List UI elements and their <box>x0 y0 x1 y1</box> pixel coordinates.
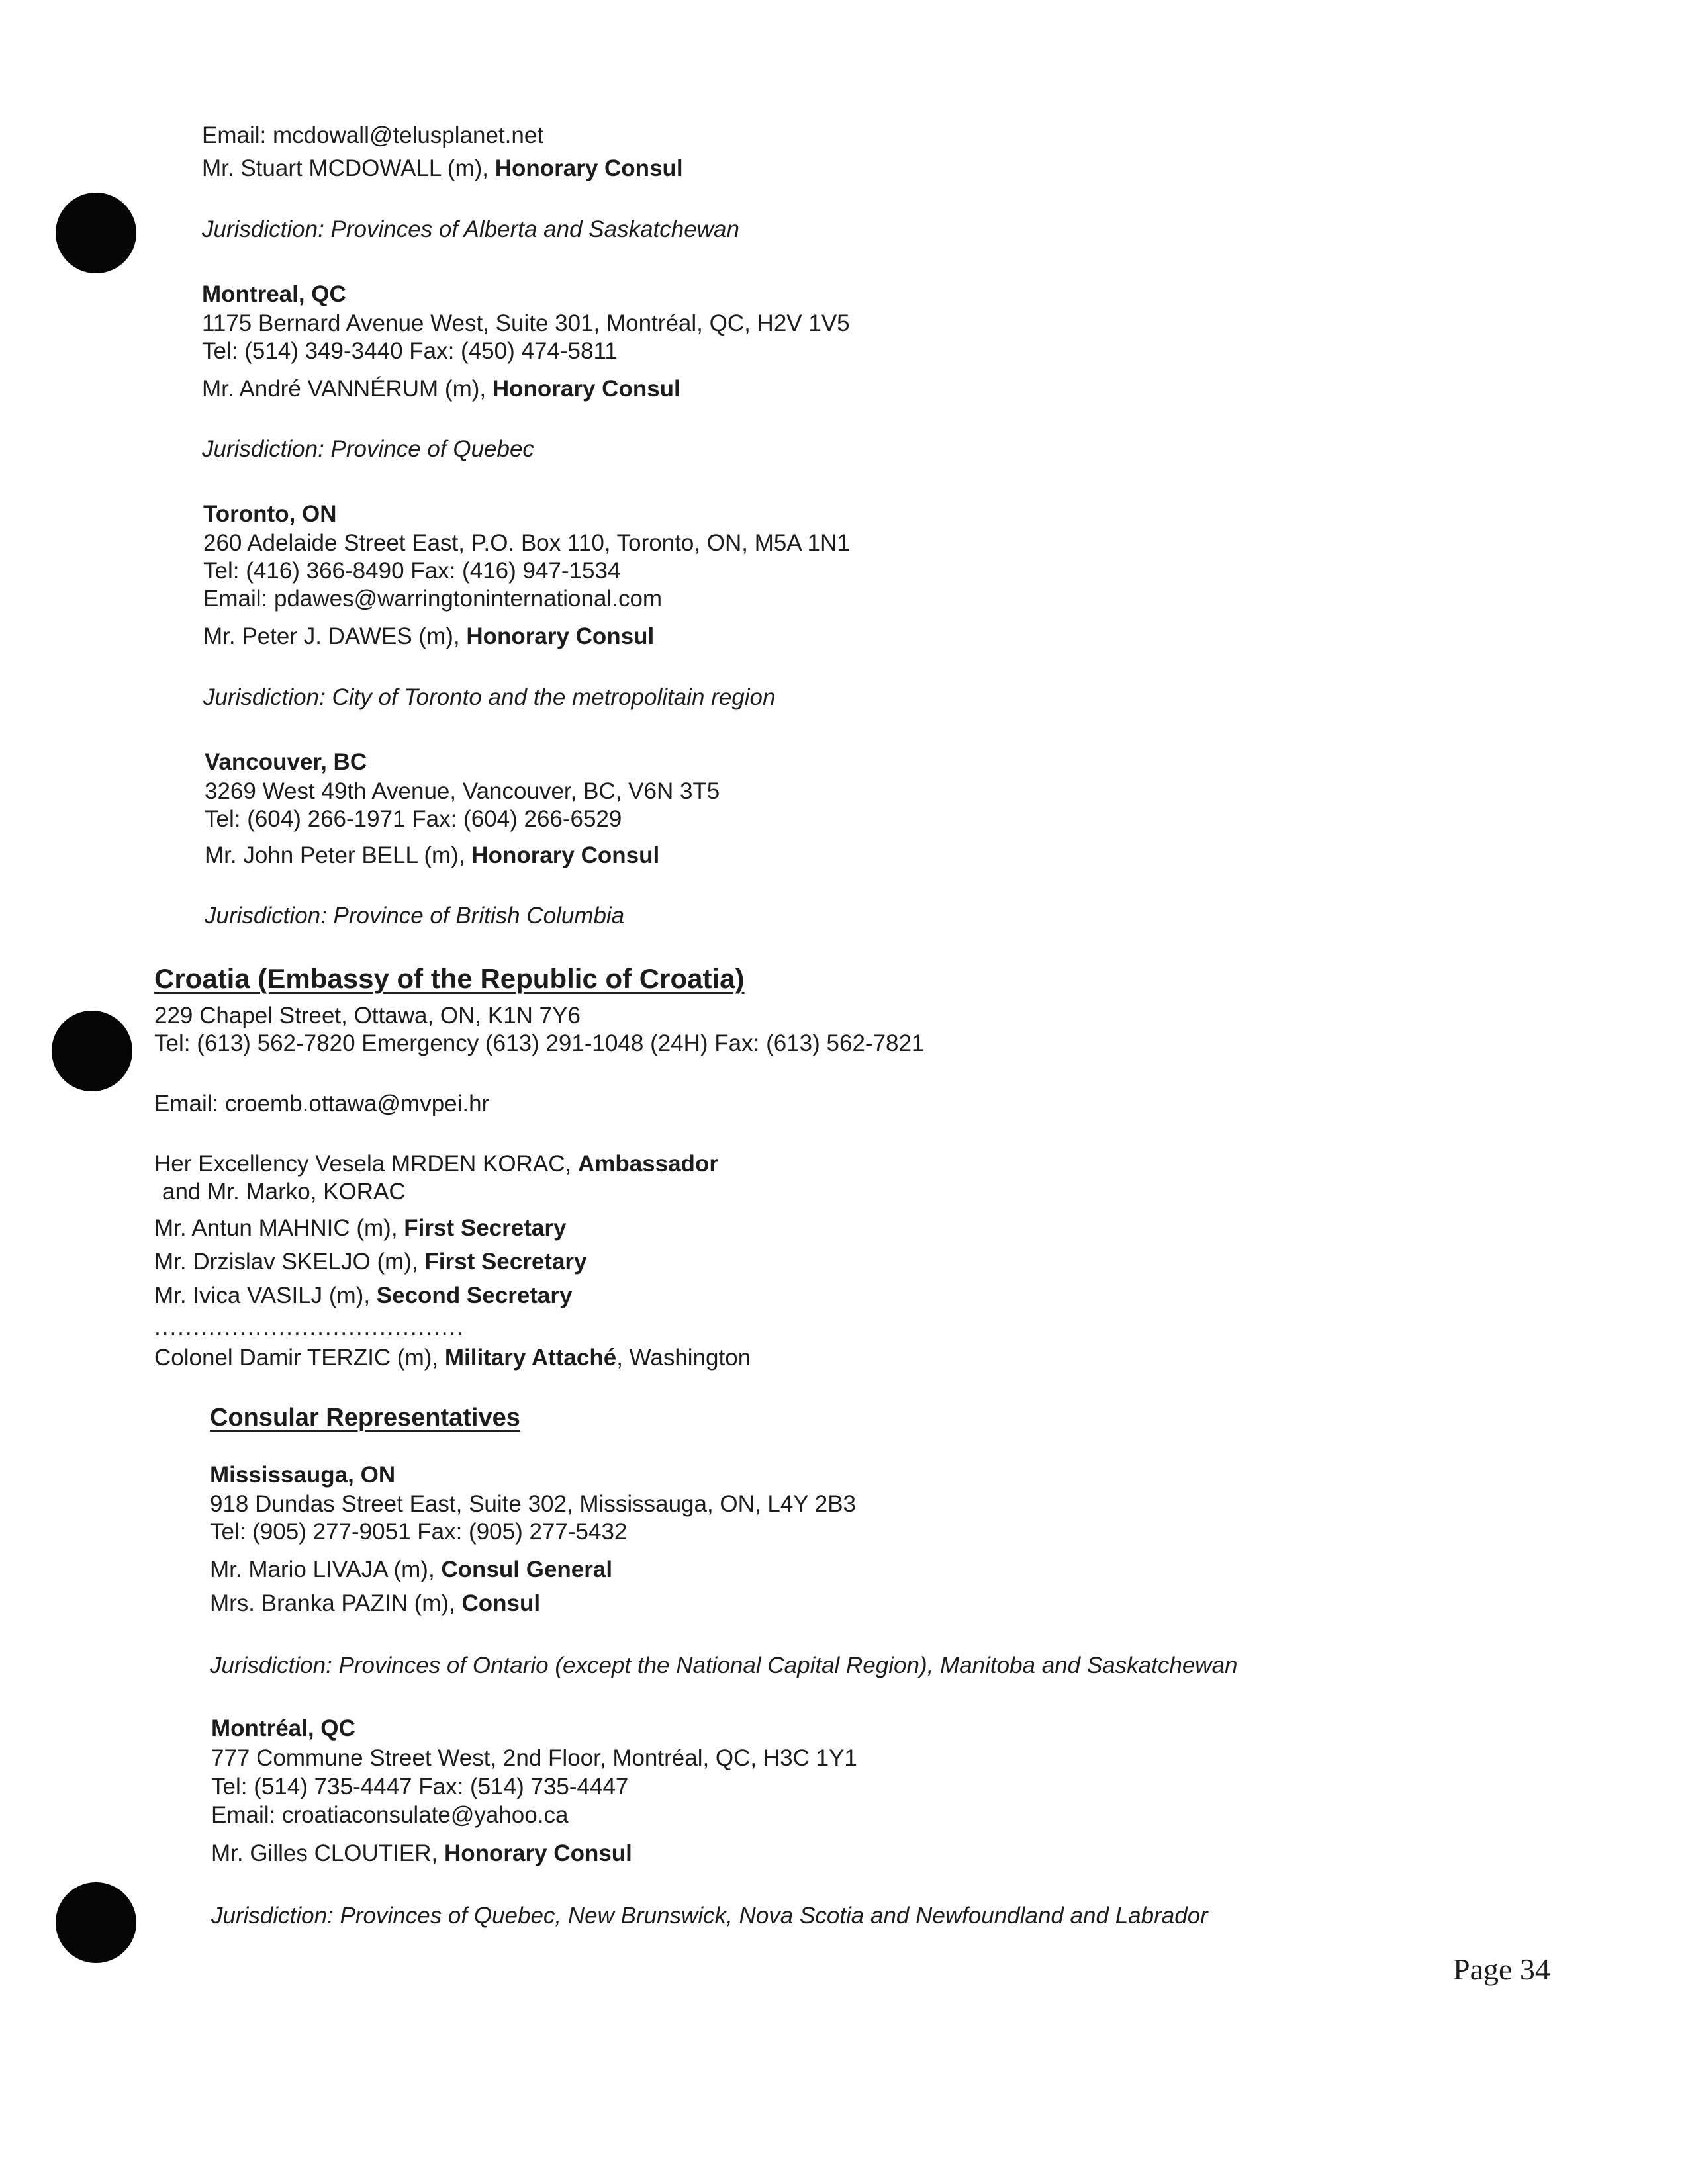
role-title: Military Attaché <box>444 1345 617 1371</box>
role-title: Honorary Consul <box>444 1841 632 1866</box>
mississauga-jurisdiction <box>210 1652 1238 1680</box>
punch-hole-middle <box>52 1011 132 1091</box>
croatia-staff-2 <box>154 1248 587 1276</box>
montreal-city: Montreal, QC <box>202 281 346 307</box>
croatia-address: 229 Chapel Street, Ottawa, ON, K1N 7Y6 <box>154 1003 581 1028</box>
jurisdiction-text: City of Toronto and the metropolitain region <box>332 684 776 710</box>
role-title: Honorary Consul <box>492 376 680 402</box>
role-title: First Secretary <box>424 1249 587 1275</box>
jurisdiction-label: Jurisdiction: <box>203 684 332 710</box>
role-title: Consul <box>461 1590 541 1616</box>
croatia-spouse: and Mr. Marko, KORAC <box>162 1179 406 1205</box>
montreal-hr-jurisdiction <box>211 1902 1208 1930</box>
person-name: Mr. Drzislav SKELJO (m), <box>154 1249 425 1275</box>
mississauga-city: Mississauga, ON <box>210 1462 396 1488</box>
dotted-separator: ........................................ <box>154 1314 465 1340</box>
montreal-hr-city: Montréal, QC <box>211 1715 355 1741</box>
role-title: Second Secretary <box>376 1283 573 1308</box>
montreal-hr-address: 777 Commune Street West, 2nd Floor, Montréal, QC, H3C 1Y1 <box>211 1745 857 1771</box>
montreal-consul <box>202 375 680 403</box>
role-title: Consul General <box>441 1557 613 1582</box>
person-name: Mr. Mario LIVAJA (m), <box>210 1557 442 1582</box>
person-name: Colonel Damir TERZIC (m), <box>154 1345 445 1371</box>
person-name: Mrs. Branka PAZIN (m), <box>210 1590 462 1616</box>
croatia-staff-3 <box>154 1282 573 1310</box>
croatia-heading: Croatia (Embassy of the Republic of Croatia) <box>154 963 745 994</box>
vancouver-city: Vancouver, BC <box>205 749 367 775</box>
montreal-jurisdiction <box>202 435 534 463</box>
alberta-email: Email: mcdowall@telusplanet.net <box>202 122 544 148</box>
role-title: First Secretary <box>404 1215 567 1241</box>
croatia-ambassador <box>154 1150 718 1178</box>
vancouver-phone: Tel: (604) 266-1971 Fax: (604) 266-6529 <box>205 806 622 832</box>
jurisdiction-label: Jurisdiction: <box>202 216 331 242</box>
montreal-hr-email: Email: croatiaconsulate@yahoo.ca <box>211 1802 569 1828</box>
montreal-hr-consul <box>211 1840 632 1868</box>
jurisdiction-label: Jurisdiction: <box>211 1903 340 1929</box>
page-number: Page 34 <box>1453 1952 1550 1986</box>
mississauga-phone: Tel: (905) 277-9051 Fax: (905) 277-5432 <box>210 1519 628 1545</box>
croatia-phone: Tel: (613) 562-7820 Emergency (613) 291-1048 (24H) Fax: (613) 562-7821 <box>154 1030 925 1056</box>
toronto-jurisdiction <box>203 684 775 711</box>
mississauga-consul <box>210 1590 540 1617</box>
toronto-consul <box>203 623 654 651</box>
person-name: Mr. Gilles CLOUTIER, <box>211 1841 444 1866</box>
croatia-email: Email: croemb.ottawa@mvpei.hr <box>154 1091 490 1116</box>
toronto-email: Email: pdawes@warringtoninternational.com <box>203 586 663 612</box>
person-name: Mr. John Peter BELL (m), <box>205 842 472 868</box>
role-title: Honorary Consul <box>466 623 655 649</box>
person-name: Her Excellency Vesela MRDEN KORAC, <box>154 1151 578 1177</box>
role-title: Honorary Consul <box>471 842 660 868</box>
vancouver-jurisdiction <box>205 902 624 930</box>
toronto-city: Toronto, ON <box>203 501 337 527</box>
punch-hole-bottom <box>56 1882 136 1963</box>
jurisdiction-text: Provinces of Quebec, New Brunswick, Nova Scotia and Newfoundland and Labrador <box>340 1903 1208 1929</box>
mississauga-address: 918 Dundas Street East, Suite 302, Mississauga, ON, L4Y 2B3 <box>210 1491 857 1517</box>
jurisdiction-text: Province of Quebec <box>330 436 534 462</box>
role-title: Honorary Consul <box>494 156 683 181</box>
montreal-hr-phone: Tel: (514) 735-4447 Fax: (514) 735-4447 <box>211 1774 629 1799</box>
jurisdiction-label: Jurisdiction: <box>210 1653 339 1678</box>
croatia-staff-1 <box>154 1214 566 1242</box>
vancouver-address: 3269 West 49th Avenue, Vancouver, BC, V6N 3T5 <box>205 778 720 804</box>
alberta-jurisdiction <box>202 216 739 244</box>
person-name: Mr. Stuart MCDOWALL (m), <box>202 156 495 181</box>
consular-representatives-heading: Consular Representatives <box>210 1404 520 1432</box>
punch-hole-top <box>56 193 136 273</box>
person-name: Mr. Peter J. DAWES (m), <box>203 623 467 649</box>
toronto-phone: Tel: (416) 366-8490 Fax: (416) 947-1534 <box>203 558 621 584</box>
jurisdiction-text: Provinces of Ontario (except the National Capital Region), Manitoba and Saskatchewan <box>338 1653 1238 1678</box>
attache-place: , Washington <box>616 1345 751 1371</box>
jurisdiction-label: Jurisdiction: <box>202 436 331 462</box>
mississauga-consul-general <box>210 1556 612 1584</box>
montreal-address: 1175 Bernard Avenue West, Suite 301, Montréal, QC, H2V 1V5 <box>202 310 850 336</box>
vancouver-consul <box>205 842 659 870</box>
jurisdiction-label: Jurisdiction: <box>205 903 334 929</box>
person-name: Mr. Antun MAHNIC (m), <box>154 1215 404 1241</box>
person-name: Mr. Ivica VASILJ (m), <box>154 1283 377 1308</box>
jurisdiction-text: Province of British Columbia <box>333 903 625 929</box>
role-title: Ambassador <box>577 1151 718 1177</box>
person-name: Mr. André VANNÉRUM (m), <box>202 376 492 402</box>
toronto-address: 260 Adelaide Street East, P.O. Box 110, Toronto, ON, M5A 1N1 <box>203 530 850 556</box>
jurisdiction-text: Provinces of Alberta and Saskatchewan <box>330 216 739 242</box>
montreal-phone: Tel: (514) 349-3440 Fax: (450) 474-5811 <box>202 338 618 364</box>
alberta-consul <box>202 155 683 183</box>
croatia-military-attache <box>154 1344 751 1372</box>
